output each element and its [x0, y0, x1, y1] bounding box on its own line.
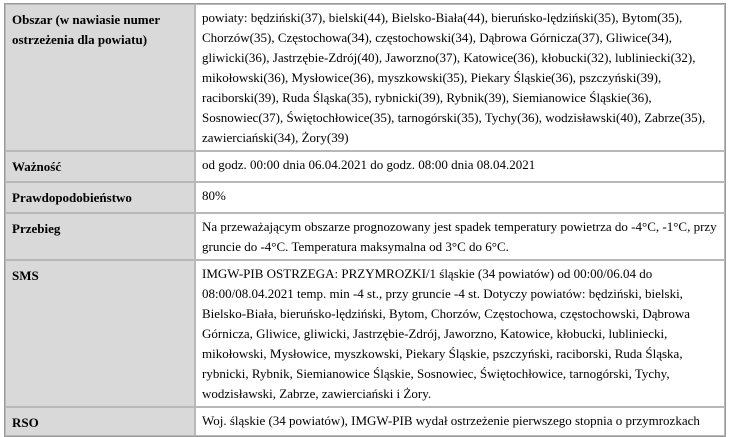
- area-label: Obszar (w nawiasie numer ostrzeżenia dla powiatu): [5, 4, 195, 151]
- sms-value: IMGW-PIB OSTRZEGA: PRZYMROZKI/1 śląskie (34 powiatów) od 00:00/06.04 do 08:00/08.04.2021 temp. min -4 st., przy gruncie -4 st. Dotyczy powiatów: będziński, bielski, Bielsko-Biała, bieruńsko-lędziński, Bytom, Chorzów, Częstochowa, częstochowski, Dąbrowa Górnicza, Gliwice, gliwicki, Jastrzębie-Zdrój, Jaworzno, Katowice, kłobucki, lubliniecki, mikołowski, Mysłowice, myszkowski, Piekary Śląskie, pszczyński, raciborski, Ruda Śląska, rybnicki, Rybnik, Siemianowice Śląskie, Sosnowiec, Świętochłowice, tarnogórski, Tychy, wodzisławski, Zabrze, zawierciański i Żory.: [195, 260, 725, 407]
- area-value: powiaty: będziński(37), bielski(44), Bielsko-Biała(44), bieruńsko-lędziński(35), Bytom(35), Chorzów(35), Częstochowa(34), częstochowski(34), Dąbrowa Górnicza(37), Gliwice(34), gliwicki(36), Jastrzębie-Zdrój(40), Jaworzno(37), Katowice(36), kłobucki(32), lubliniecki(32), mikołowski(36), Mysłowice(36), myszkowski(35), Piekary Śląskie(36), pszczyński(39), raciborski(39), Ruda Śląska(35), rybnicki(39), Rybnik(39), Siemianowice Śląskie(36), Sosnowiec(37), Świętochłowice(35), tarnogórski(35), Tychy(36), wodzisławski(40), Zabrze(35), zawierciański(34), Żory(39): [195, 4, 725, 151]
- validity-value: od godz. 00:00 dnia 06.04.2021 do godz. 08:00 dnia 08.04.2021: [195, 151, 725, 182]
- warning-table: [4, 3, 726, 437]
- rso-label: RSO: [5, 407, 195, 436]
- table-row-course: [5, 213, 725, 260]
- rso-value: Woj. śląskie (34 powiatów), IMGW-PIB wydał ostrzeżenie pierwszego stopnia o przymrozkach: [195, 407, 725, 436]
- table-row-sms: [5, 260, 725, 407]
- course-label: Przebieg: [5, 213, 195, 260]
- table-row-rso: [5, 407, 725, 436]
- validity-label: Ważność: [5, 151, 195, 182]
- probability-value: 80%: [195, 182, 725, 213]
- table-row-area: [5, 4, 725, 151]
- probability-label: Prawdopodobieństwo: [5, 182, 195, 213]
- table-row-probability: [5, 182, 725, 213]
- course-value: Na przeważającym obszarze prognozowany jest spadek temperatury powietrza do -4°C, -1°C, przy gruncie do -4°C. Temperatura maksymalna od 3°C do 6°C.: [195, 213, 725, 260]
- sms-label: SMS: [5, 260, 195, 407]
- table-row-validity: [5, 151, 725, 182]
